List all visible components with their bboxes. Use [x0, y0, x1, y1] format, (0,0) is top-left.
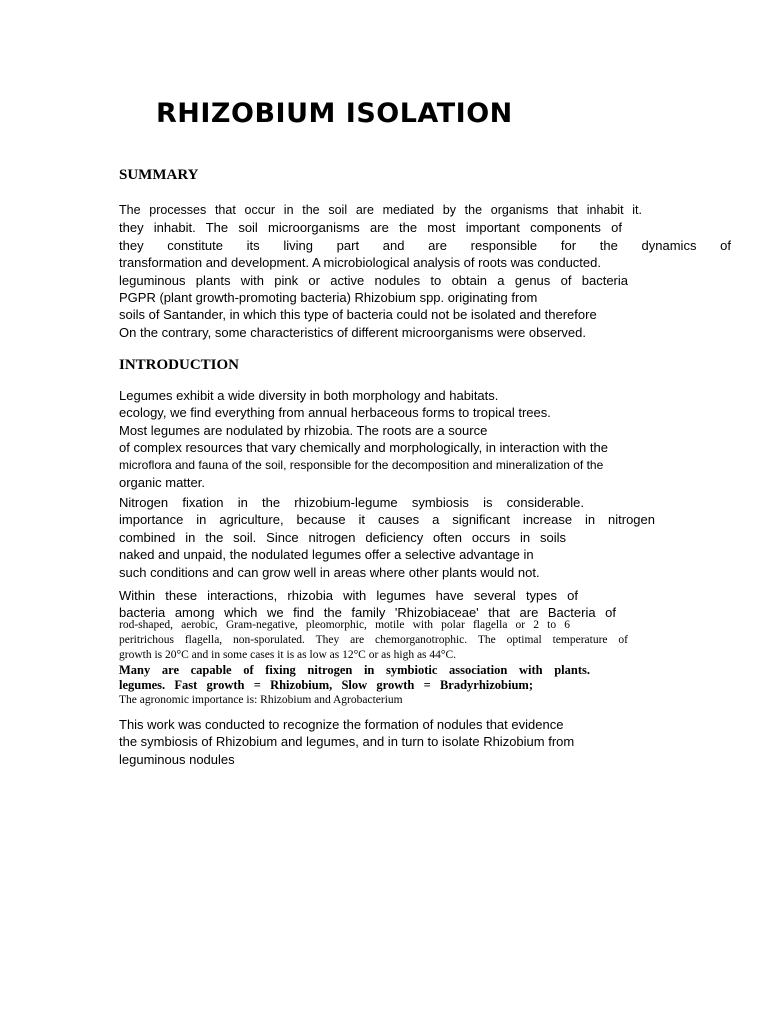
intro-line: importance in agriculture, because it causes a significant increase in nitrogen — [119, 512, 655, 528]
intro-line: combined in the soil. Since nitrogen deficiency often occurs in soils — [119, 529, 566, 545]
introduction-paragraph-2 — [119, 494, 655, 581]
summary-line: The processes that occur in the soil are mediated by the organisms that inhabit it. — [119, 203, 642, 217]
intro-line: Most legumes are nodulated by rhizobia. The roots are a source — [119, 422, 488, 438]
introduction-paragraph-3-detail — [119, 618, 628, 708]
intro-line: ecology, we find everything from annual herbaceous forms to tropical trees. — [119, 405, 551, 421]
introduction-paragraph-1 — [119, 387, 608, 491]
intro-line: microflora and fauna of the soil, responsible for the decomposition and mineralization of the — [119, 457, 604, 472]
intro-serif-line: growth is 20°C and in some cases it is as low as 12°C or as high as 44°C. — [119, 649, 457, 661]
intro-line: Legumes exhibit a wide diversity in both morphology and habitats. — [119, 388, 499, 403]
summary-line: PGPR (plant growth-promoting bacteria) Rhizobium spp. originating from — [119, 289, 538, 305]
summary-line: they constitute its living part and are responsible for the dynamics of — [119, 237, 731, 253]
summary-line: they inhabit. The soil microorganisms are the most important components of — [119, 220, 622, 236]
intro-serif-line: rod-shaped, aerobic, Gram-negative, pleomorphic, motile with polar flagella or 2 to 6 — [119, 619, 570, 631]
summary-line: transformation and development. A microbiological analysis of roots was conducted. — [119, 255, 601, 271]
intro-line: Nitrogen fixation in the rhizobium-legume symbiosis is considerable. — [119, 495, 584, 510]
introduction-paragraph-4 — [119, 716, 574, 768]
document-title: RHIZOBIUM ISOLATION — [156, 98, 513, 129]
summary-line: leguminous plants with pink or active nodules to obtain a genus of bacteria — [119, 272, 628, 288]
intro-line: Within these interactions, rhizobia with legumes have several types of — [119, 588, 578, 603]
intro-bold-line: Many are capable of fixing nitrogen in symbiotic association with plants. — [119, 663, 590, 677]
intro-serif-line: The agronomic importance is: Rhizobium and Agrobacterium — [119, 694, 403, 706]
summary-heading: SUMMARY — [119, 167, 199, 183]
intro-line: of complex resources that vary chemically and morphologically, in interaction with the — [119, 440, 608, 456]
intro-line: such conditions and can grow well in areas where other plants would not. — [119, 564, 540, 580]
intro-line: naked and unpaid, the nodulated legumes offer a selective advantage in — [119, 547, 534, 563]
summary-line: soils of Santander, in which this type of bacteria could not be isolated and therefore — [119, 307, 597, 323]
intro-line: bacteria among which we find the family 'Rhizobiaceae' that are Bacteria of — [119, 605, 616, 621]
intro-line: organic matter. — [119, 474, 205, 490]
intro-line: the symbiosis of Rhizobium and legumes, and in turn to isolate Rhizobium from — [119, 734, 575, 750]
introduction-heading: INTRODUCTION — [119, 357, 240, 373]
introduction-paragraph-3 — [119, 587, 616, 622]
summary-paragraph — [119, 202, 731, 341]
intro-line: leguminous nodules — [119, 751, 235, 767]
intro-bold-line: legumes. Fast growth = Rhizobium, Slow growth = Bradyrhizobium; — [119, 678, 533, 692]
intro-serif-line: peritrichous flagella, non-sporulated. They are chemorganotrophic. The optimal temperature of — [119, 634, 628, 646]
intro-line: This work was conducted to recognize the formation of nodules that evidence — [119, 717, 564, 732]
summary-line: On the contrary, some characteristics of different microorganisms were observed. — [119, 324, 586, 340]
